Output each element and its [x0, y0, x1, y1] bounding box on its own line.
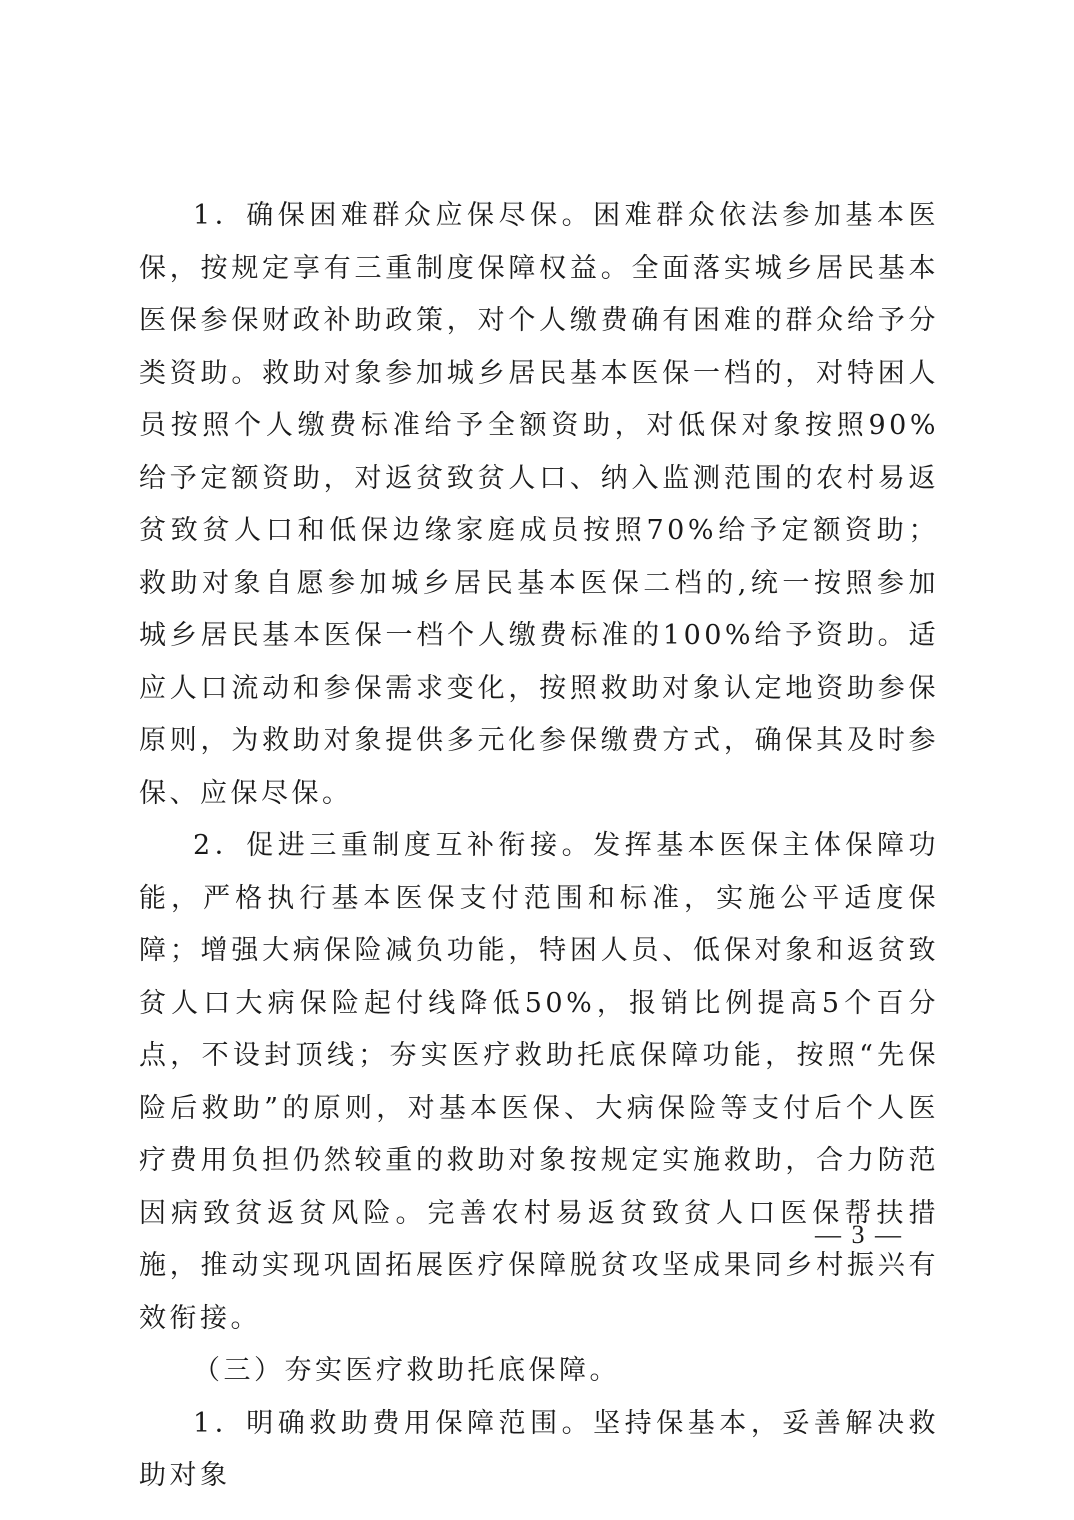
- section-heading: （三）夯实医疗救助托底保障。: [193, 1355, 620, 1386]
- paragraph-system-linkage: 2．促进三重制度互补衔接。发挥基本医保主体保障功能，严格执行基本医保支付范围和标准，实施公平适度保障；增强大病保险减负功能，特困人员、低保对象和返贫致贫人口大病保险起付线降低50%，报销比例提高5个百分点，不设封顶线；夯实医疗救助托底保障功能，按照“先保险后救助”的原则，对基本医保、大病保险等支付后个人医疗费用负担仍然较重的救助对象按规定实施救助，合力防范因病致贫返贫风险。完善农村易返贫致贫人口医保帮扶措施，推动实现巩固拓展医疗保障脱贫攻坚成果同乡村振兴有效衔接。: [139, 830, 939, 1334]
- body-text: [139, 190, 939, 1503]
- page-number: — 3 —: [815, 1220, 903, 1249]
- paragraph-ensure-coverage: 1．确保困难群众应保尽保。困难群众依法参加基本医保，按规定享有三重制度保障权益。全面落实城乡居民基本医保参保财政补助政策，对个人缴费确有困难的群众给予分类资助。救助对象参加城乡居民基本医保一档的，对特困人员按照个人缴费标准给予全额资助，对低保对象按照90%给予定额资助，对返贫致贫人口、纳入监测范围的农村易返贫致贫人口和低保边缘家庭成员按照70%给予定额资助；救助对象自愿参加城乡居民基本医保二档的,统一按照参加城乡居民基本医保一档个人缴费标准的100%给予资助。适应人口流动和参保需求变化，按照救助对象认定地资助参保原则，为救助对象提供多元化参保缴费方式，确保其及时参保、应保尽保。: [139, 200, 939, 809]
- paragraph-cost-scope: 1．明确救助费用保障范围。坚持保基本，妥善解决救助对象: [139, 1407, 939, 1491]
